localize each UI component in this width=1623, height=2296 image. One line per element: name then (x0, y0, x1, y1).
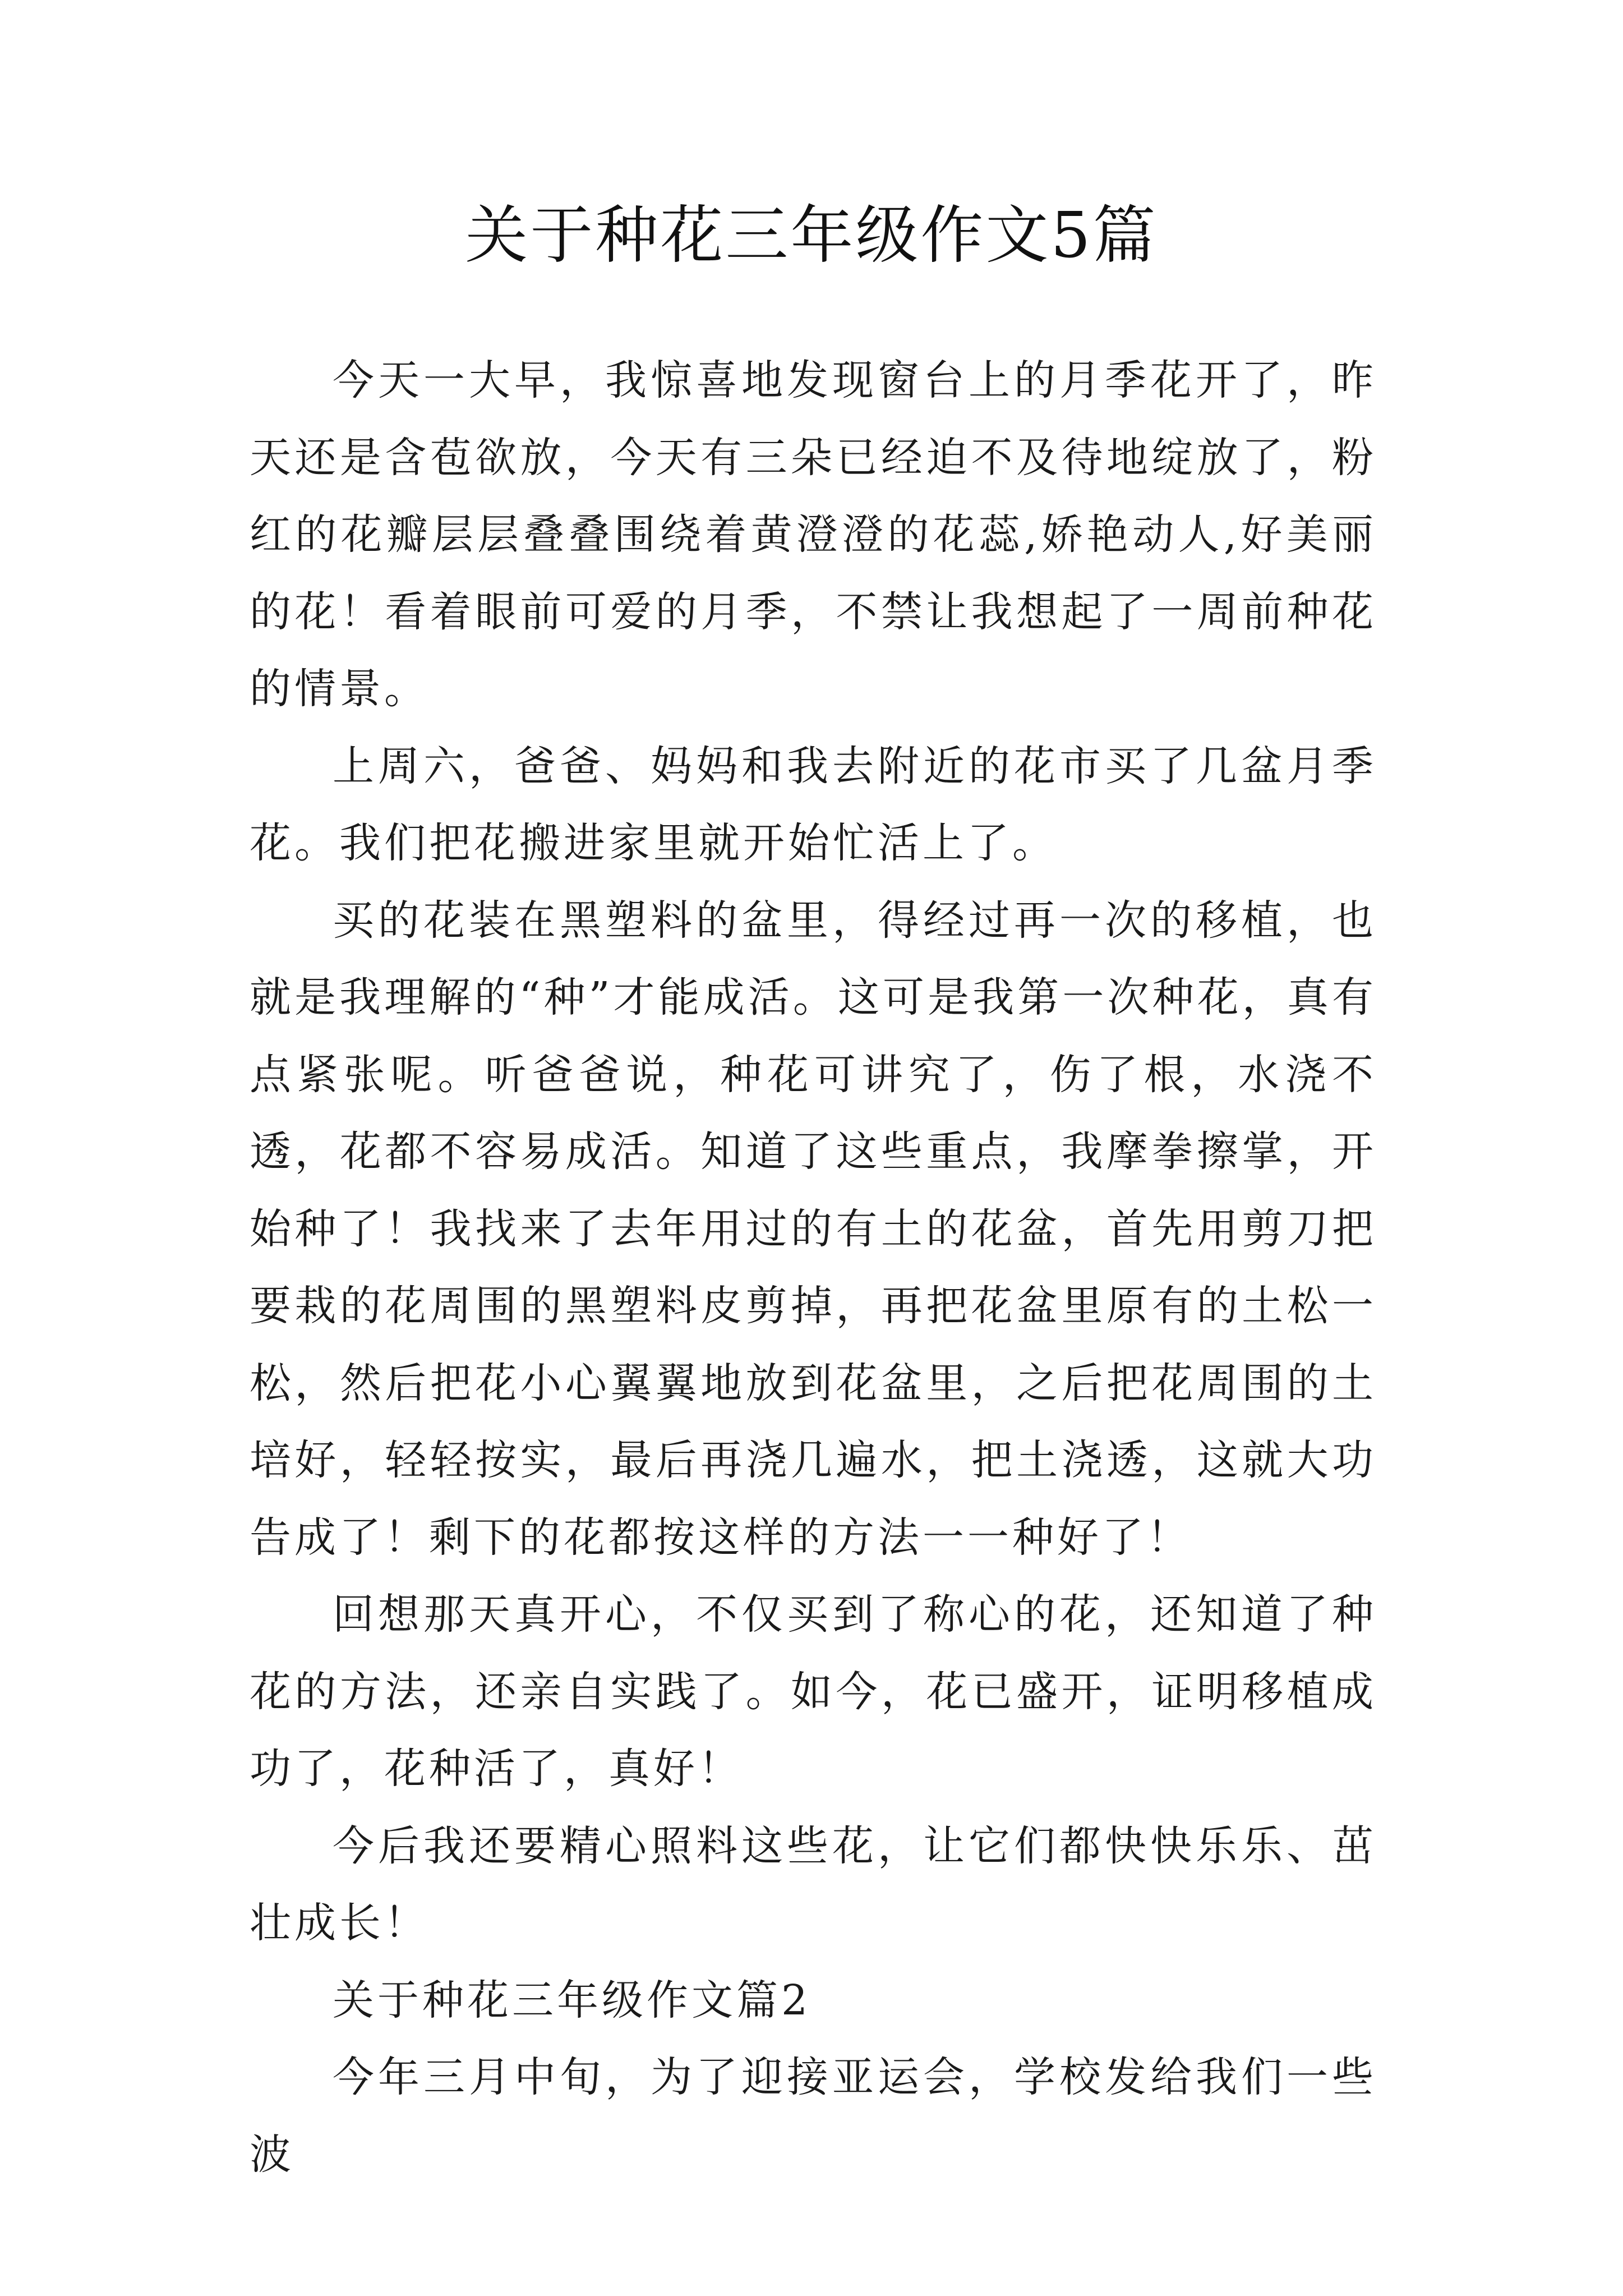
paragraph-1: 今天一大早，我惊喜地发现窗台上的月季花开了，昨天还是含苞欲放，今天有三朵已经迫不及待地绽放了，粉红的花瓣层层叠叠围绕着黄澄澄的花蕊,娇艳动人,好美丽的花！看着眼前可爱的月季，不禁让我想起了一周前种花的情景。 (250, 356, 1377, 713)
paragraph-4: 回想那天真开心，不仅买到了称心的花，还知道了种花的方法，还亲自实践了。如今，花已盛开，证明移植成功了，花种活了，真好！ (250, 1590, 1377, 1793)
document-body (250, 342, 1377, 2193)
paragraph-5: 今后我还要精心照料这些花，让它们都快快乐乐、茁壮成长！ (250, 1821, 1377, 1947)
paragraph-2: 上周六，爸爸、妈妈和我去附近的花市买了几盆月季花。我们把花搬进家里就开始忙活上了。 (250, 742, 1377, 867)
paragraph-6: 今年三月中旬，为了迎接亚运会，学校发给我们一些波 (250, 2053, 1377, 2179)
paragraph-3: 买的花装在黑塑料的盆里，得经过再一次的移植，也就是我理解的“种”才能成活。这可是我第一次种花，真有点紧张呢。听爸爸说，种花可讲究了，伤了根，水浇不透，花都不容易成活。知道了这些重点，我摩拳擦掌，开始种了！我找来了去年用过的有土的花盆，首先用剪刀把要栽的花周围的黑塑料皮剪掉，再把花盆里原有的土松一松，然后把花小心翼翼地放到花盆里，之后把花周围的土培好，轻轻按实，最后再浇几遍水，把土浇透，这就大功告成了！剩下的花都按这样的方法一一种好了！ (250, 896, 1377, 1562)
document-title: 关于种花三年级作文5篇 (465, 199, 1158, 272)
section-heading: 关于种花三年级作文篇2 (333, 1976, 811, 2024)
